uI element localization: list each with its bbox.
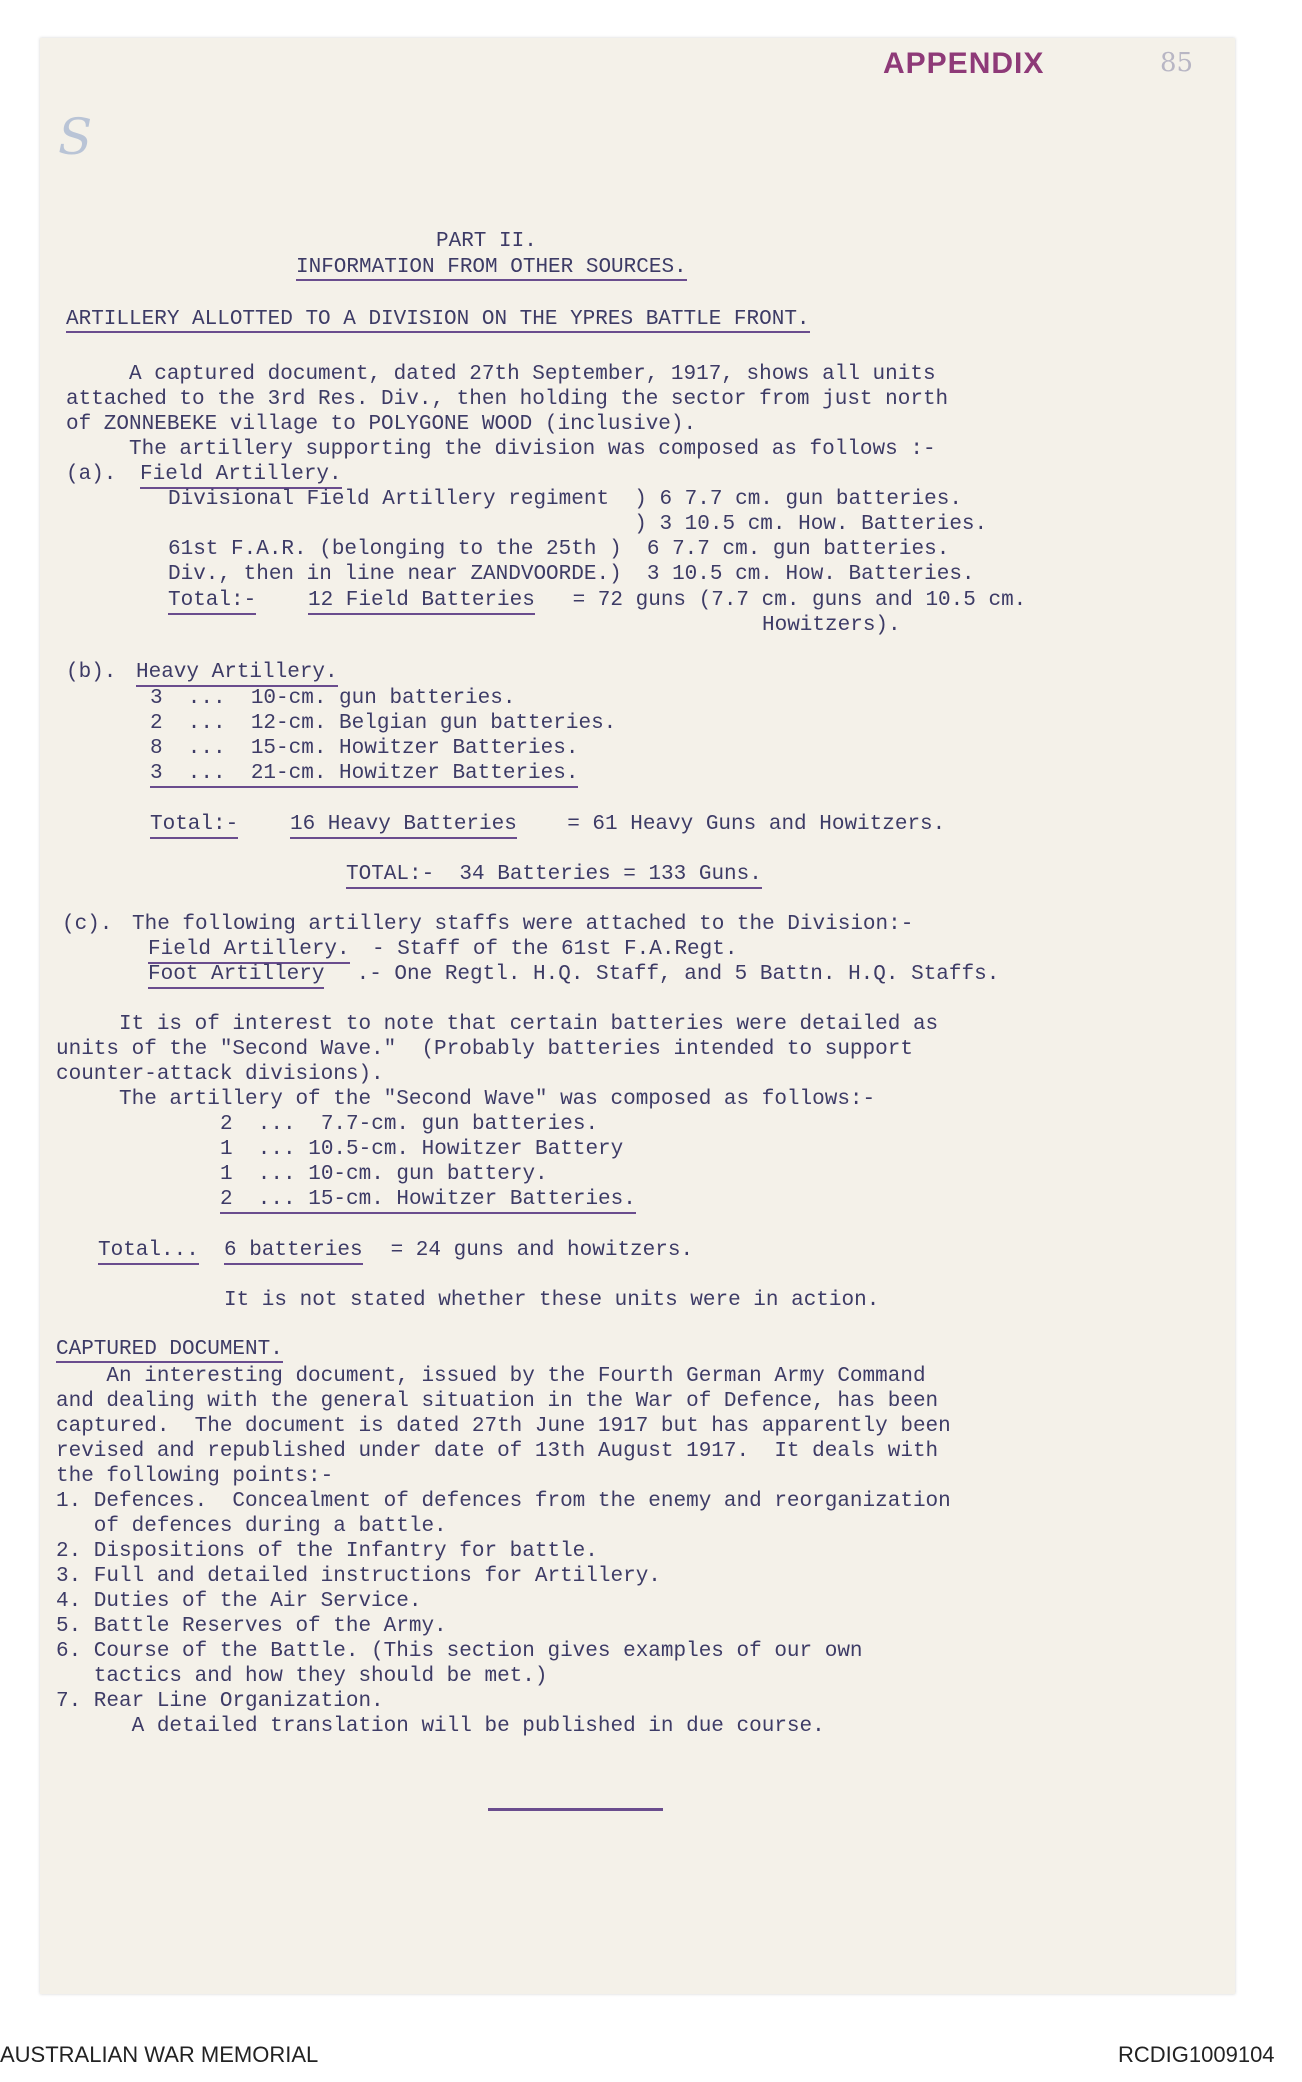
captured-point-2: 2. Dispositions of the Infantry for battle. xyxy=(56,1540,598,1563)
sw-row-2: 1 ... 10.5-cm. Howitzer Battery xyxy=(220,1138,624,1161)
appendix-stamp: APPENDIX xyxy=(883,47,1045,80)
intro-line-4: The artillery supporting the division was composed as follows :- xyxy=(66,438,936,461)
captured-line-3: captured. The document is dated 27th June 1917 but has apparently been xyxy=(56,1415,951,1438)
captured-point-4: 4. Duties of the Air Service. xyxy=(56,1590,422,1613)
section-heading-captured: CAPTURED DOCUMENT. xyxy=(56,1338,283,1361)
captured-point-5: 5. Battle Reserves of the Army. xyxy=(56,1615,447,1638)
sw-total-rest: = 24 guns and howitzers. xyxy=(378,1239,694,1262)
captured-closing: A detailed translation will be published in due course. xyxy=(56,1715,825,1738)
staffs-line: The following artillery staffs were attached to the Division:- xyxy=(132,913,914,936)
field-artillery-title: Field Artillery. xyxy=(140,462,342,489)
field-row-4: Div., then in line near ZANDVOORDE.) 3 10.5 cm. How. Batteries. xyxy=(168,563,975,586)
staff-field-rest: - Staff of the 61st F.A.Regt. xyxy=(372,938,738,961)
field-row-2: ) 3 10.5 cm. How. Batteries. xyxy=(168,513,988,536)
part-subtitle: INFORMATION FROM OTHER SOURCES. xyxy=(296,256,687,279)
field-total-label: Total:- xyxy=(168,588,256,615)
intro-line-3: of ZONNEBEKE village to POLYGONE WOOD (inclusive). xyxy=(66,413,697,436)
sw-row-4: 2 ... 15-cm. Howitzer Batteries. xyxy=(220,1187,636,1214)
heavy-artillery-title: Heavy Artillery. xyxy=(136,660,338,687)
captured-point-3: 3. Full and detailed instructions for Artillery. xyxy=(56,1565,661,1588)
captured-line-5: the following points:- xyxy=(56,1465,334,1488)
footer-left: AUSTRALIAN WAR MEMORIAL xyxy=(0,2042,319,2067)
staff-field-label: Field Artillery. xyxy=(148,937,350,964)
grand-total: TOTAL:- 34 Batteries = 133 Guns. xyxy=(346,862,762,889)
second-wave-line-2: units of the "Second Wave." (Probably batteries intended to support xyxy=(56,1038,913,1061)
captured-line-1: An interesting document, issued by the Fourth German Army Command xyxy=(56,1365,926,1388)
field-total-rest-2: Howitzers). xyxy=(762,614,901,637)
label-c: (c). xyxy=(62,913,113,936)
intro-line-1: A captured document, dated 27th September, 1917, shows all units xyxy=(66,363,936,386)
sw-total-text: 6 batteries xyxy=(224,1238,363,1265)
captured-line-4: revised and republished under date of 13th August 1917. It deals with xyxy=(56,1440,939,1463)
captured-point-1: 1. Defences. Concealment of defences from the enemy and reorganization xyxy=(56,1490,951,1513)
folio-number: 85 xyxy=(1160,48,1194,78)
sw-row-3: 1 ... 10-cm. gun battery. xyxy=(220,1163,548,1186)
captured-point-6b: tactics and how they should be met.) xyxy=(56,1665,548,1688)
sw-row-1: 2 ... 7.7-cm. gun batteries. xyxy=(220,1113,599,1136)
label-b: (b). xyxy=(66,661,117,684)
field-total-rest: = 72 guns (7.7 cm. guns and 10.5 cm. xyxy=(560,589,1027,612)
sw-total-label: Total... xyxy=(98,1238,199,1265)
captured-point-6: 6. Course of the Battle. (This section gives examples of our own xyxy=(56,1640,863,1663)
second-wave-line-4: The artillery of the "Second Wave" was composed as follows:- xyxy=(56,1088,876,1111)
captured-point-1b: of defences during a battle. xyxy=(56,1515,447,1538)
field-row-1: Divisional Field Artillery regiment ) 6 7.7 cm. gun batteries. xyxy=(168,488,962,511)
intro-line-2: attached to the 3rd Res. Div., then holding the sector from just north xyxy=(66,388,949,411)
section-heading-artillery: ARTILLERY ALLOTTED TO A DIVISION ON THE YPRES BATTLE FRONT. xyxy=(66,308,810,331)
field-row-3: 61st F.A.R. (belonging to the 25th ) 6 7.7 cm. gun batteries. xyxy=(168,538,950,561)
heavy-total-label: Total:- xyxy=(150,812,238,839)
heavy-row-2: 2 ... 12-cm. Belgian gun batteries. xyxy=(150,712,617,735)
captured-point-7: 7. Rear Line Organization. xyxy=(56,1690,384,1713)
action-note: It is not stated whether these units were in action. xyxy=(224,1289,880,1312)
label-a: (a). xyxy=(66,463,117,486)
footer-right: RCDIG1009104 xyxy=(1118,2042,1275,2067)
field-total-text: 12 Field Batteries xyxy=(308,588,535,615)
heavy-total-text: 16 Heavy Batteries xyxy=(290,812,517,839)
second-wave-line-3: counter-attack divisions). xyxy=(56,1063,384,1086)
staff-foot-rest: .- One Regtl. H.Q. Staff, and 5 Battn. H.Q. Staffs. xyxy=(344,963,1000,986)
part-title: PART II. xyxy=(436,230,537,253)
second-wave-line-1: It is of interest to note that certain batteries were detailed as xyxy=(56,1013,939,1036)
staff-foot-label: Foot Artillery xyxy=(148,962,324,989)
pencil-mark: S xyxy=(58,108,93,166)
heavy-total-rest: = 61 Heavy Guns and Howitzers. xyxy=(542,813,946,836)
captured-line-2: and dealing with the general situation in the War of Defence, has been xyxy=(56,1390,939,1413)
closing-rule xyxy=(488,1808,663,1811)
heavy-row-1: 3 ... 10-cm. gun batteries. xyxy=(150,687,516,710)
heavy-row-4: 3 ... 21-cm. Howitzer Batteries. xyxy=(150,761,578,788)
heavy-row-3: 8 ... 15-cm. Howitzer Batteries. xyxy=(150,737,579,760)
